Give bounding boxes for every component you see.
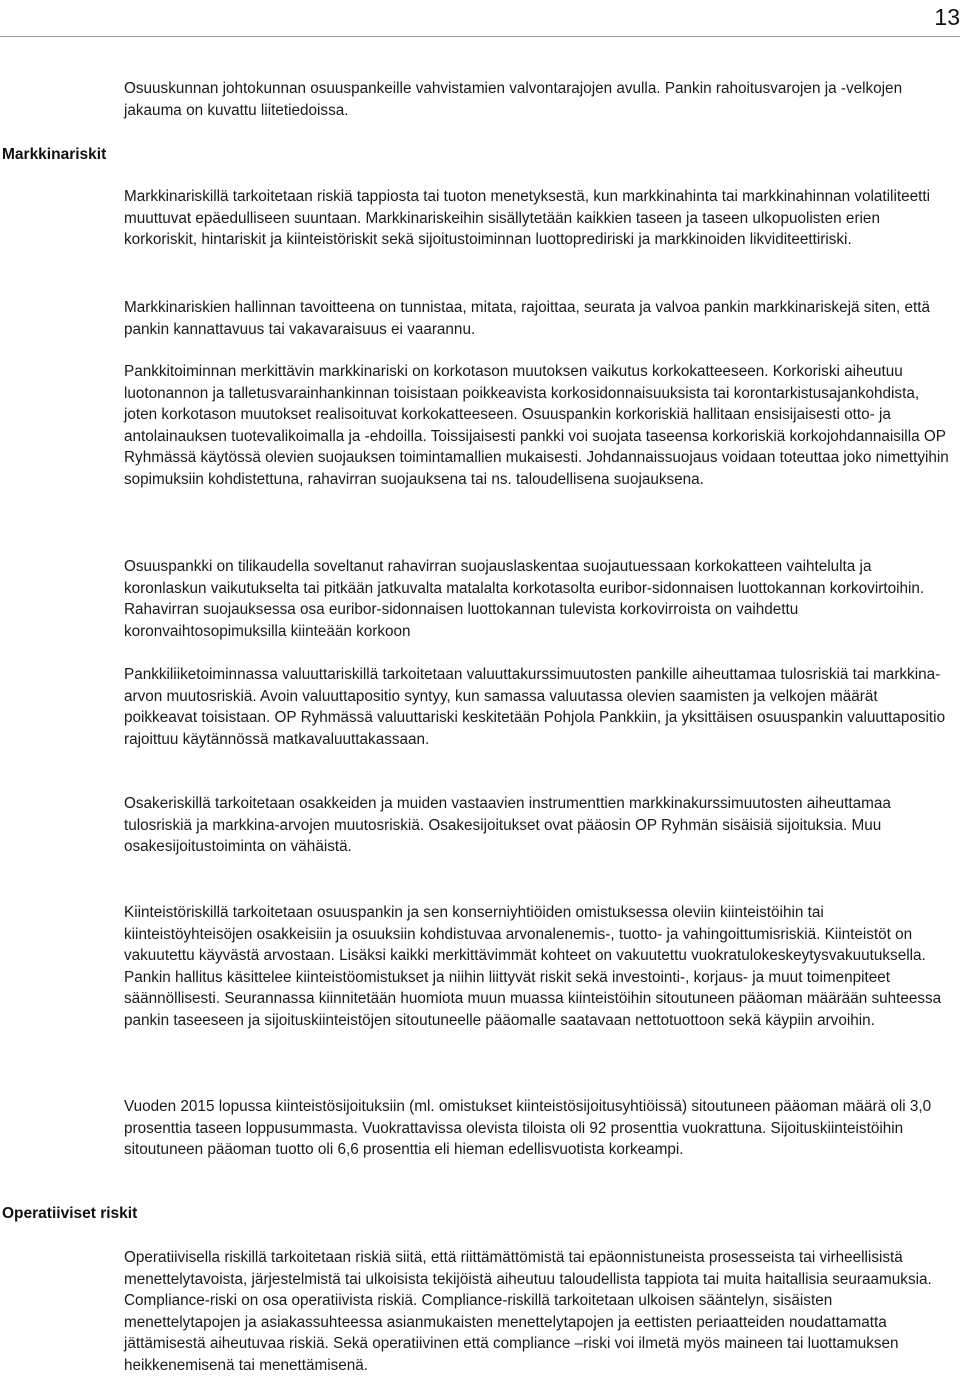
paragraph-real-estate-risk <box>124 902 950 1031</box>
paragraph-market-risk-management <box>124 297 950 340</box>
paragraph-equity-risk-text: Osakeriskillä tarkoitetaan osakkeiden ja muiden vastaavien instrumenttien markkinakurssimuutosten aiheuttamaa tulosriskiä ja markkina-arvojen muutosriskiä. Osakesijoitukset ovat pääosin OP Ryhmän sisäisiä sijoituksia. Muu osakesijoitustoiminta on vähäistä. <box>124 795 891 855</box>
section-heading-market-risk: Markkinariskit <box>2 146 107 163</box>
paragraph-cash-flow-hedge-text: Osuuspankki on tilikaudella soveltanut rahavirran suojauslaskentaa suojautuessaan korkokatteen vaihtelulta ja koronlaskun vaikutukselta tai pitkään jatkuvalta matalalta korkotasolta euribor-sidonnaisen luottokannan korkovirtoihin. Rahavirran suojauksessa osa euribor-sidonnaisen luottokannan tulevista korkovirroista on vaihdettu koronvaihtosopimuksilla kiinteään korkoon <box>124 558 925 640</box>
section-heading-operational-risk: Operatiiviset riskit <box>2 1205 138 1222</box>
paragraph-interest-rate-risk <box>124 361 950 490</box>
paragraph-currency-risk-text: Pankkiliiketoiminnassa valuuttariskillä tarkoitetaan valuuttakurssimuutosten pankille aiheuttamaa tulosriskiä tai markkina-arvon muutosriskiä. Avoin valuuttapositio syntyy, kun samassa valuutassa olevien saamisten ja velkojen määrät poikkeavat toisistaan. OP Ryhmässä valuuttariski keskitetään Pohjola Pankkiin, ja yksittäisen osuuspankin valuuttapositio rajoittuu käytännössä matkavaluuttakassaan. <box>124 666 946 748</box>
header-divider <box>0 36 960 37</box>
paragraph-intro <box>124 78 950 121</box>
paragraph-real-estate-2015 <box>124 1096 950 1161</box>
paragraph-intro-text: Osuuskunnan johtokunnan osuuspankeille vahvistamien valvontarajojen avulla. Pankin rahoitusvarojen ja -velkojen jakauma on kuvattu liitetiedoissa. <box>124 80 903 119</box>
paragraph-equity-risk <box>124 793 950 858</box>
paragraph-operational-risk <box>124 1247 950 1376</box>
paragraph-interest-rate-risk-text: Pankkitoiminnan merkittävin markkinariski on korkotason muutoksen vaikutus korkokatteeseen. Korkoriski aiheutuu luotonannon ja talletusvarainhankinnan toisistaan poikkeavista korkosidonnaisuuksista tai korontarkistusajankohdista, joten korkotason muutokset realisoituvat korkokatteeseen. Osuuspankin korkoriskiä hallitaan ensisijaisesti otto- ja antolainauksen tuotevalikoimalla ja -ehdoilla. Toissijaisesti pankki voi suojata taseensa korkoriskiä korkojohdannaisilla OP Ryhmässä käytössä olevien suojauksen toimintamallien mukaisesti. Johdannaissuojaus voidaan toteuttaa joko nimettyihin sopimuksiin kohdistettuna, rahavirran suojauksena tai ns. taloudellisena suojauksena. <box>124 363 949 488</box>
paragraph-cash-flow-hedge <box>124 556 950 642</box>
paragraph-market-risk-definition <box>124 186 950 251</box>
page-number: 13 <box>934 4 960 30</box>
paragraph-currency-risk <box>124 664 950 750</box>
paragraph-real-estate-2015-text: Vuoden 2015 lopussa kiinteistösijoituksiin (ml. omistukset kiinteistösijoitusyhtiöissä) sitoutuneen pääoman määrä oli 3,0 prosenttia taseen loppusummasta. Vuokrattavissa olevista tiloista oli 92 prosenttia vuokrattuna. Sijoituskiinteistöihin sitoutuneen pääoman tuotto oli 6,6 prosenttia eli hieman edellisvuotista korkeampi. <box>124 1098 932 1158</box>
paragraph-market-risk-definition-text: Markkinariskillä tarkoitetaan riskiä tappiosta tai tuoton menetyksestä, kun markkinahinta tai markkinahinnan volatiliteetti muuttuvat epäedulliseen suuntaan. Markkinariskeihin sisällytetään kaikkien taseen ja taseen ulkopuolisten erien korkoriskit, hintariskit ja kiinteistöriskit sekä sijoitustoiminnan luottoprediriski ja markkinoiden likviditeettiriski. <box>124 188 931 248</box>
paragraph-real-estate-risk-text: Kiinteistöriskillä tarkoitetaan osuuspankin ja sen konserniyhtiöiden omistuksessa oleviin kiinteistöihin tai kiinteistöyhteisöjen osakkeisiin ja osuuksiin kohdistuvaa arvonalenemis-, tuotto- ja vahingoittumisriskiä. Kiinteistöt on vakuutettu käyvästä arvostaan. Lisäksi kaikki merkittävimmät kohteet on vakuutettu vuokratulokeskeytysvakuutuksella. Pankin hallitus käsittelee kiinteistöomistukset ja niihin liittyvät riskit sekä investointi-, korjaus- ja muut toimenpiteet säännöllisesti. Seurannassa kiinnitetään huomiota muun muassa kiinteistöihin sitoutuneen pääoman määrään suhteessa pankin taseeseen ja sijoituskiinteistöjen sitoutuneelle pääomalle saatavaan nettotuottoon sekä käypiin arvoihin. <box>124 904 942 1029</box>
paragraph-market-risk-management-text: Markkinariskien hallinnan tavoitteena on tunnistaa, mitata, rajoittaa, seurata ja valvoa pankin markkinariskejä siten, että pankin kannattavuus tai vakavaraisuus ei vaarannu. <box>124 299 931 338</box>
paragraph-operational-risk-text: Operatiivisella riskillä tarkoitetaan riskiä siitä, että riittämättömistä tai epäonnistuneista prosesseista tai virheellisistä menettelytavoista, järjestelmistä tai ulkoisista tekijöistä aiheutuu taloudellista tappiota tai muita haitallisia seuraamuksia. Compliance-riski on osa operatiivista riskiä. Compliance-riskillä tarkoitetaan ulkoisen sääntelyn, sisäisten menettelytapojen ja asiakassuhteessa asianmukaisten menettelytapojen ja eettisten periaatteiden noudattamatta jättämisestä aiheutuvaa riskiä. Sekä operatiivinen että compliance –riski voi ilmetä myös maineen tai luottamuksen heikkenemisenä tai menettämisenä. <box>124 1249 932 1374</box>
